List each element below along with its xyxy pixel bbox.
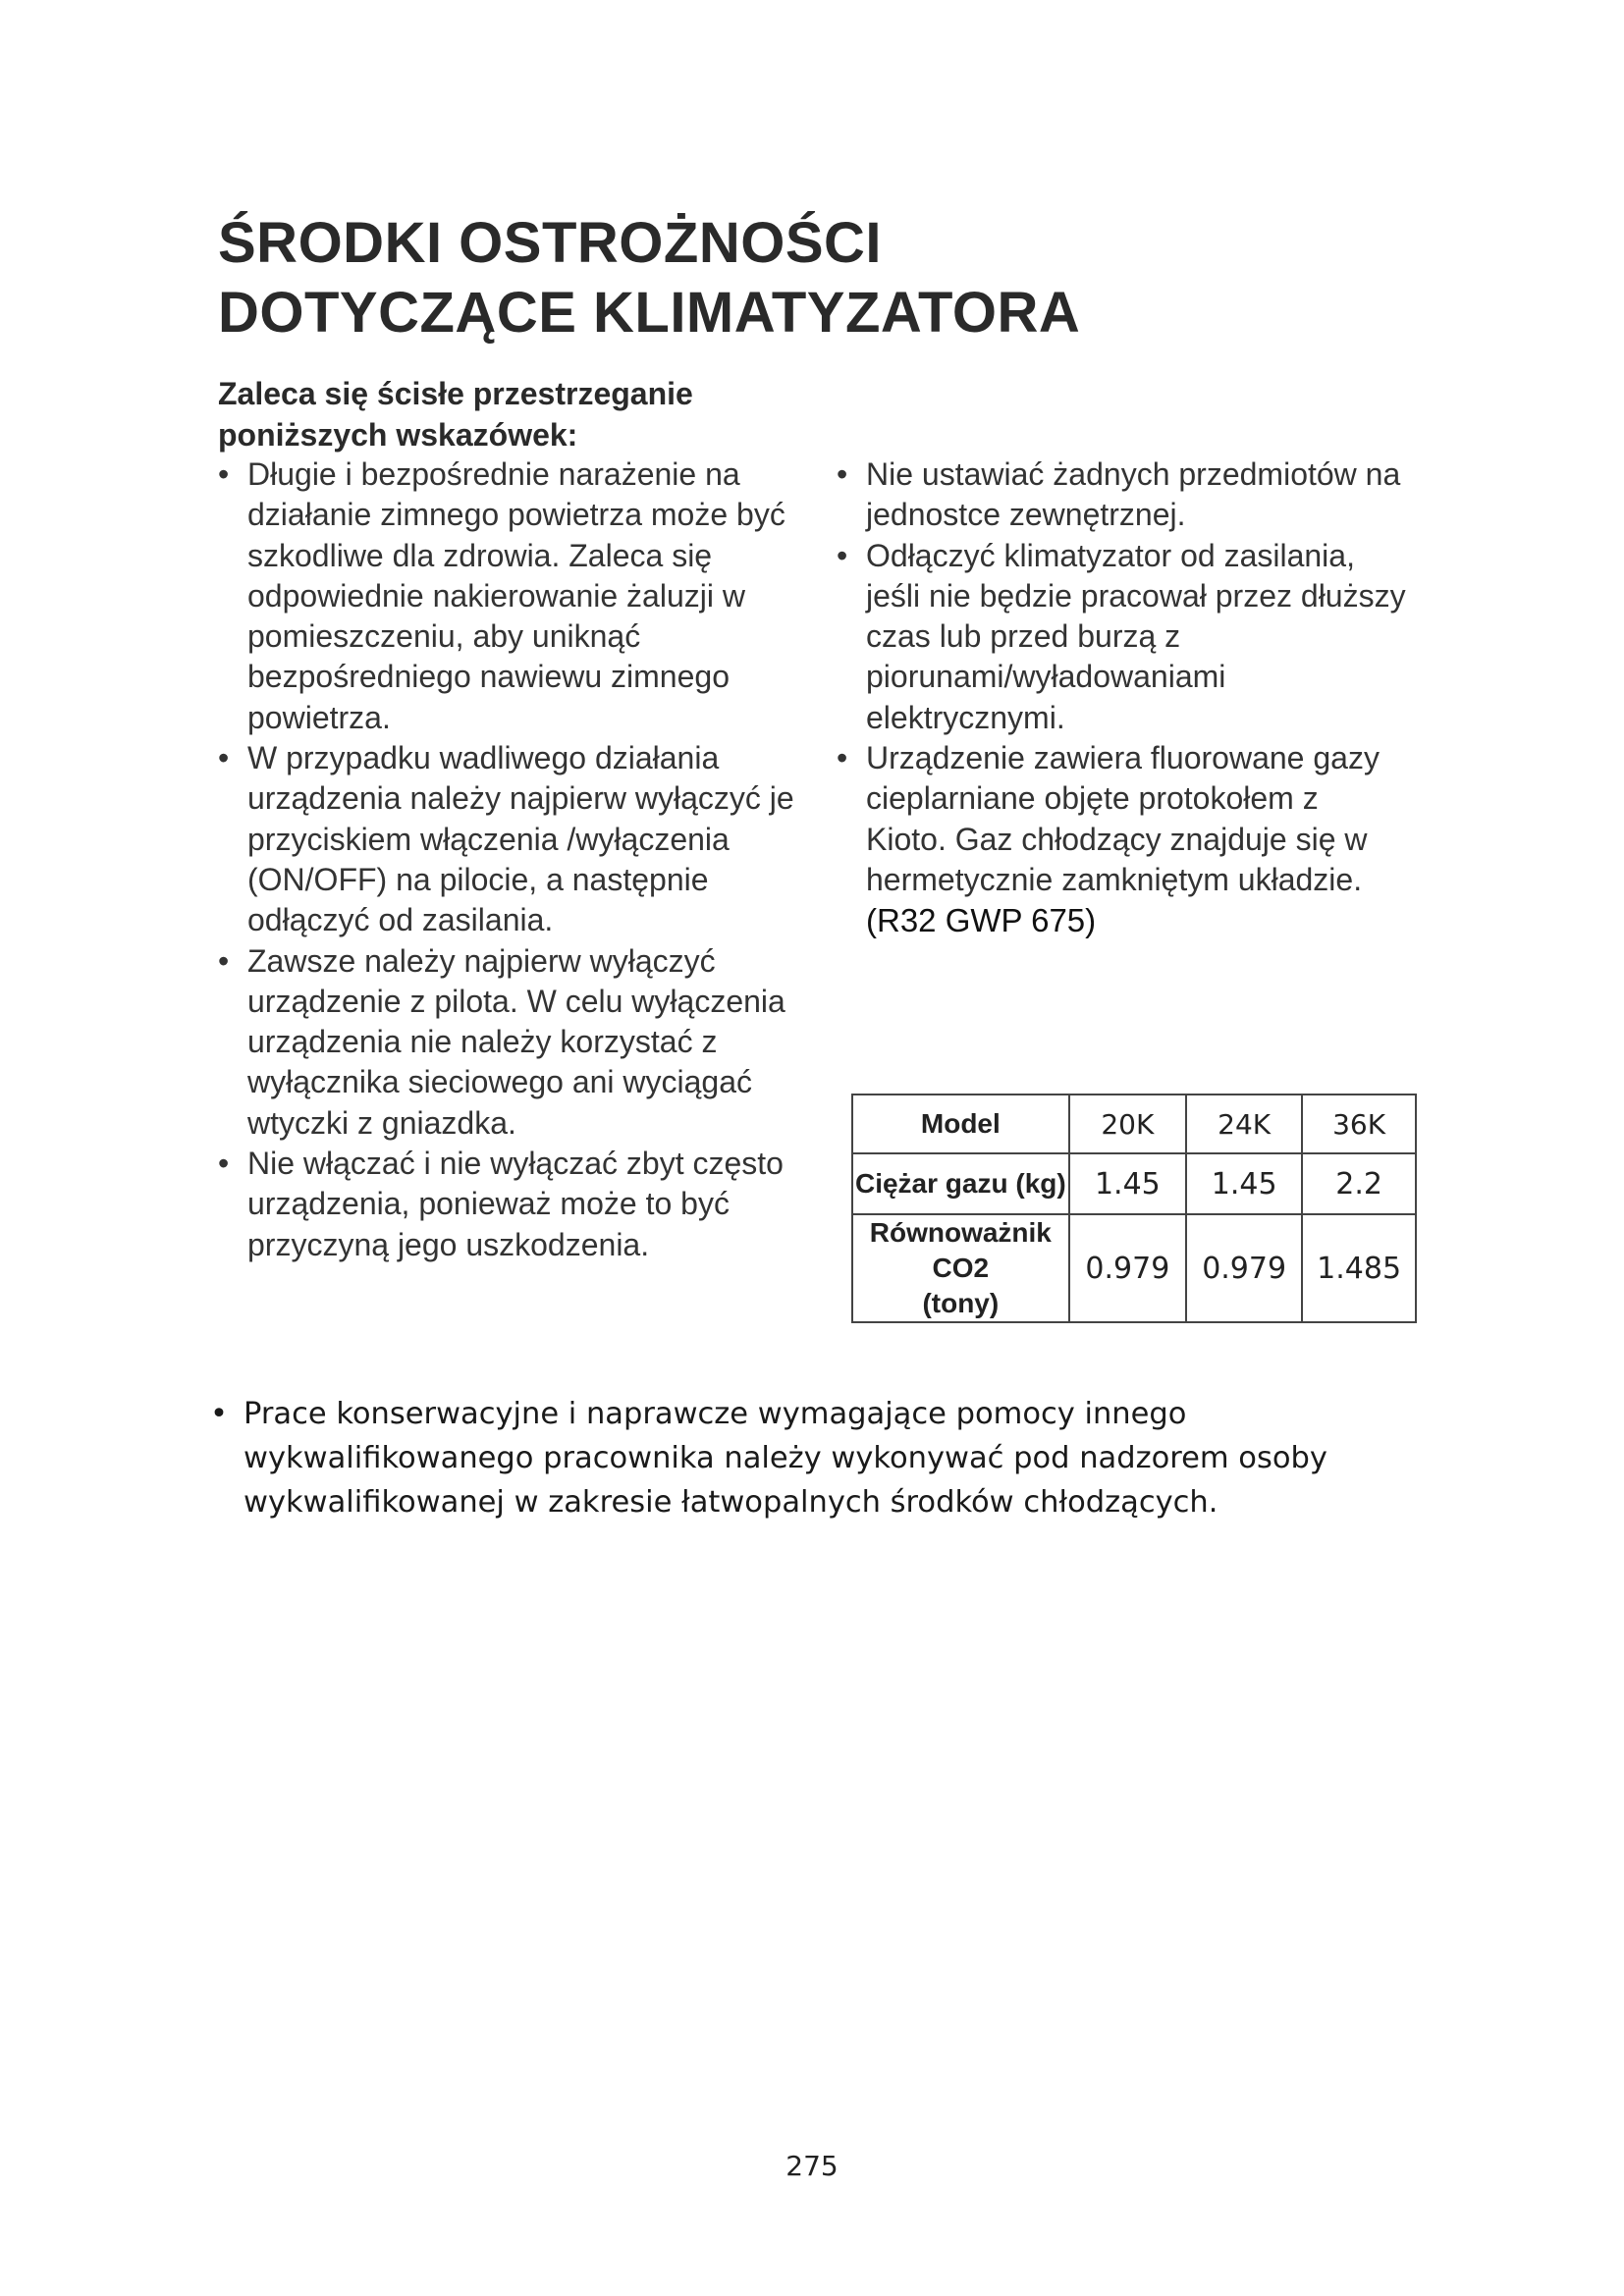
list-item [218, 738, 817, 940]
list-item [837, 536, 1406, 738]
co2-equivalent-20k: 0.979 [1069, 1214, 1186, 1322]
title-line-2: DOTYCZĄCE KLIMATYZATORA [218, 281, 1081, 345]
bullet-text: Odłączyć klimatyzator od zasilania, jeśli nie będzie pracował przez dłuższy czas lub przed burzą z piorunami/wyładowaniami elektrycznymi. [866, 537, 1406, 735]
bullet-text: W przypadku wadliwego działania urządzenia należy najpierw wyłączyć je przyciskiem włączenia /wyłączenia (ON/OFF) na pilocie, a następnie odłączyć od zasilania. [247, 740, 794, 938]
table-row [852, 1153, 1416, 1214]
bullet-icon: • [210, 1397, 228, 1431]
right-bullet-list [837, 454, 1406, 942]
co2-label-line-1: Równoważnik CO2 [869, 1217, 1052, 1283]
gas-weight-24k: 1.45 [1186, 1153, 1302, 1214]
bullet-icon: • [837, 537, 848, 573]
list-item [837, 738, 1406, 941]
co2-label-line-2: (tony) [922, 1288, 1000, 1318]
bullet-text: Zawsze należy najpierw wyłączyć urządzenie z pilota. W celu wyłączenia urządzenia nie należy korzystać z wyłącznika sieciowego ani wyciągać wtyczki z gniazdka. [247, 942, 785, 1141]
page-title [218, 208, 1080, 347]
bullet-icon: • [218, 740, 230, 776]
co2-equivalent-36k: 1.485 [1302, 1214, 1416, 1322]
list-item [837, 454, 1406, 536]
page-number: 275 [785, 2150, 839, 2182]
intro-line-1: Zaleca się ścisłe przestrzeganie [218, 376, 693, 411]
table-header-row [852, 1095, 1416, 1153]
gas-weight-label: Ciężar gazu (kg) [852, 1153, 1069, 1214]
bullet-text: Nie ustawiać żadnych przedmiotów na jednostce zewnętrznej. [866, 456, 1401, 533]
co2-equivalent-label [852, 1214, 1069, 1322]
list-item [218, 454, 817, 738]
bullet-text: Urządzenie zawiera fluorowane gazy cieplarniane objęte protokołem z Kioto. Gaz chłodzący znajduje się w hermetycznie zamkniętym układzie. [866, 740, 1380, 897]
model-36k-header: 36K [1302, 1095, 1416, 1153]
gas-weight-20k: 1.45 [1069, 1153, 1186, 1214]
refrigerant-table [851, 1094, 1417, 1323]
co2-equivalent-24k: 0.979 [1186, 1214, 1302, 1322]
table-row [852, 1214, 1416, 1322]
bullet-icon: • [218, 456, 230, 492]
maintenance-note-text: Prace konserwacyjne i naprawcze wymagające pomocy innego wykwalifikowanego pracownika należy wykonywać pod nadzorem osoby wykwalifikowanej w zakresie łatwopalnych środków chłodzących. [244, 1397, 1327, 1520]
left-bullet-list [218, 454, 817, 1265]
bullet-icon: • [218, 1146, 230, 1182]
title-line-1: ŚRODKI OSTROŻNOŚCI [218, 211, 883, 275]
list-item [218, 1144, 817, 1265]
gas-weight-36k: 2.2 [1302, 1153, 1416, 1214]
list-item [218, 941, 817, 1144]
bullet-icon: • [218, 942, 230, 979]
bullet-text: Nie włączać i nie wyłączać zbyt często urządzenia, ponieważ może to być przyczyną jego uszkodzenia. [247, 1146, 784, 1262]
model-header: Model [852, 1095, 1069, 1153]
model-20k-header: 20K [1069, 1095, 1186, 1153]
bullet-text: Długie i bezpośrednie narażenie na działanie zimnego powietrza może być szkodliwe dla zdrowia. Zaleca się odpowiednie nakierowanie żaluzji w pomieszczeniu, aby uniknąć bezpośredniego nawiewu zimnego powietrza. [247, 456, 785, 735]
bullet-icon: • [837, 740, 848, 776]
maintenance-note [210, 1392, 1481, 1524]
intro-line-2: poniższych wskazówek: [218, 417, 578, 453]
model-24k-header: 24K [1186, 1095, 1302, 1153]
bullet-icon: • [837, 456, 848, 492]
refrigerant-gwp: (R32 GWP 675) [866, 902, 1097, 939]
intro-heading [218, 373, 693, 455]
